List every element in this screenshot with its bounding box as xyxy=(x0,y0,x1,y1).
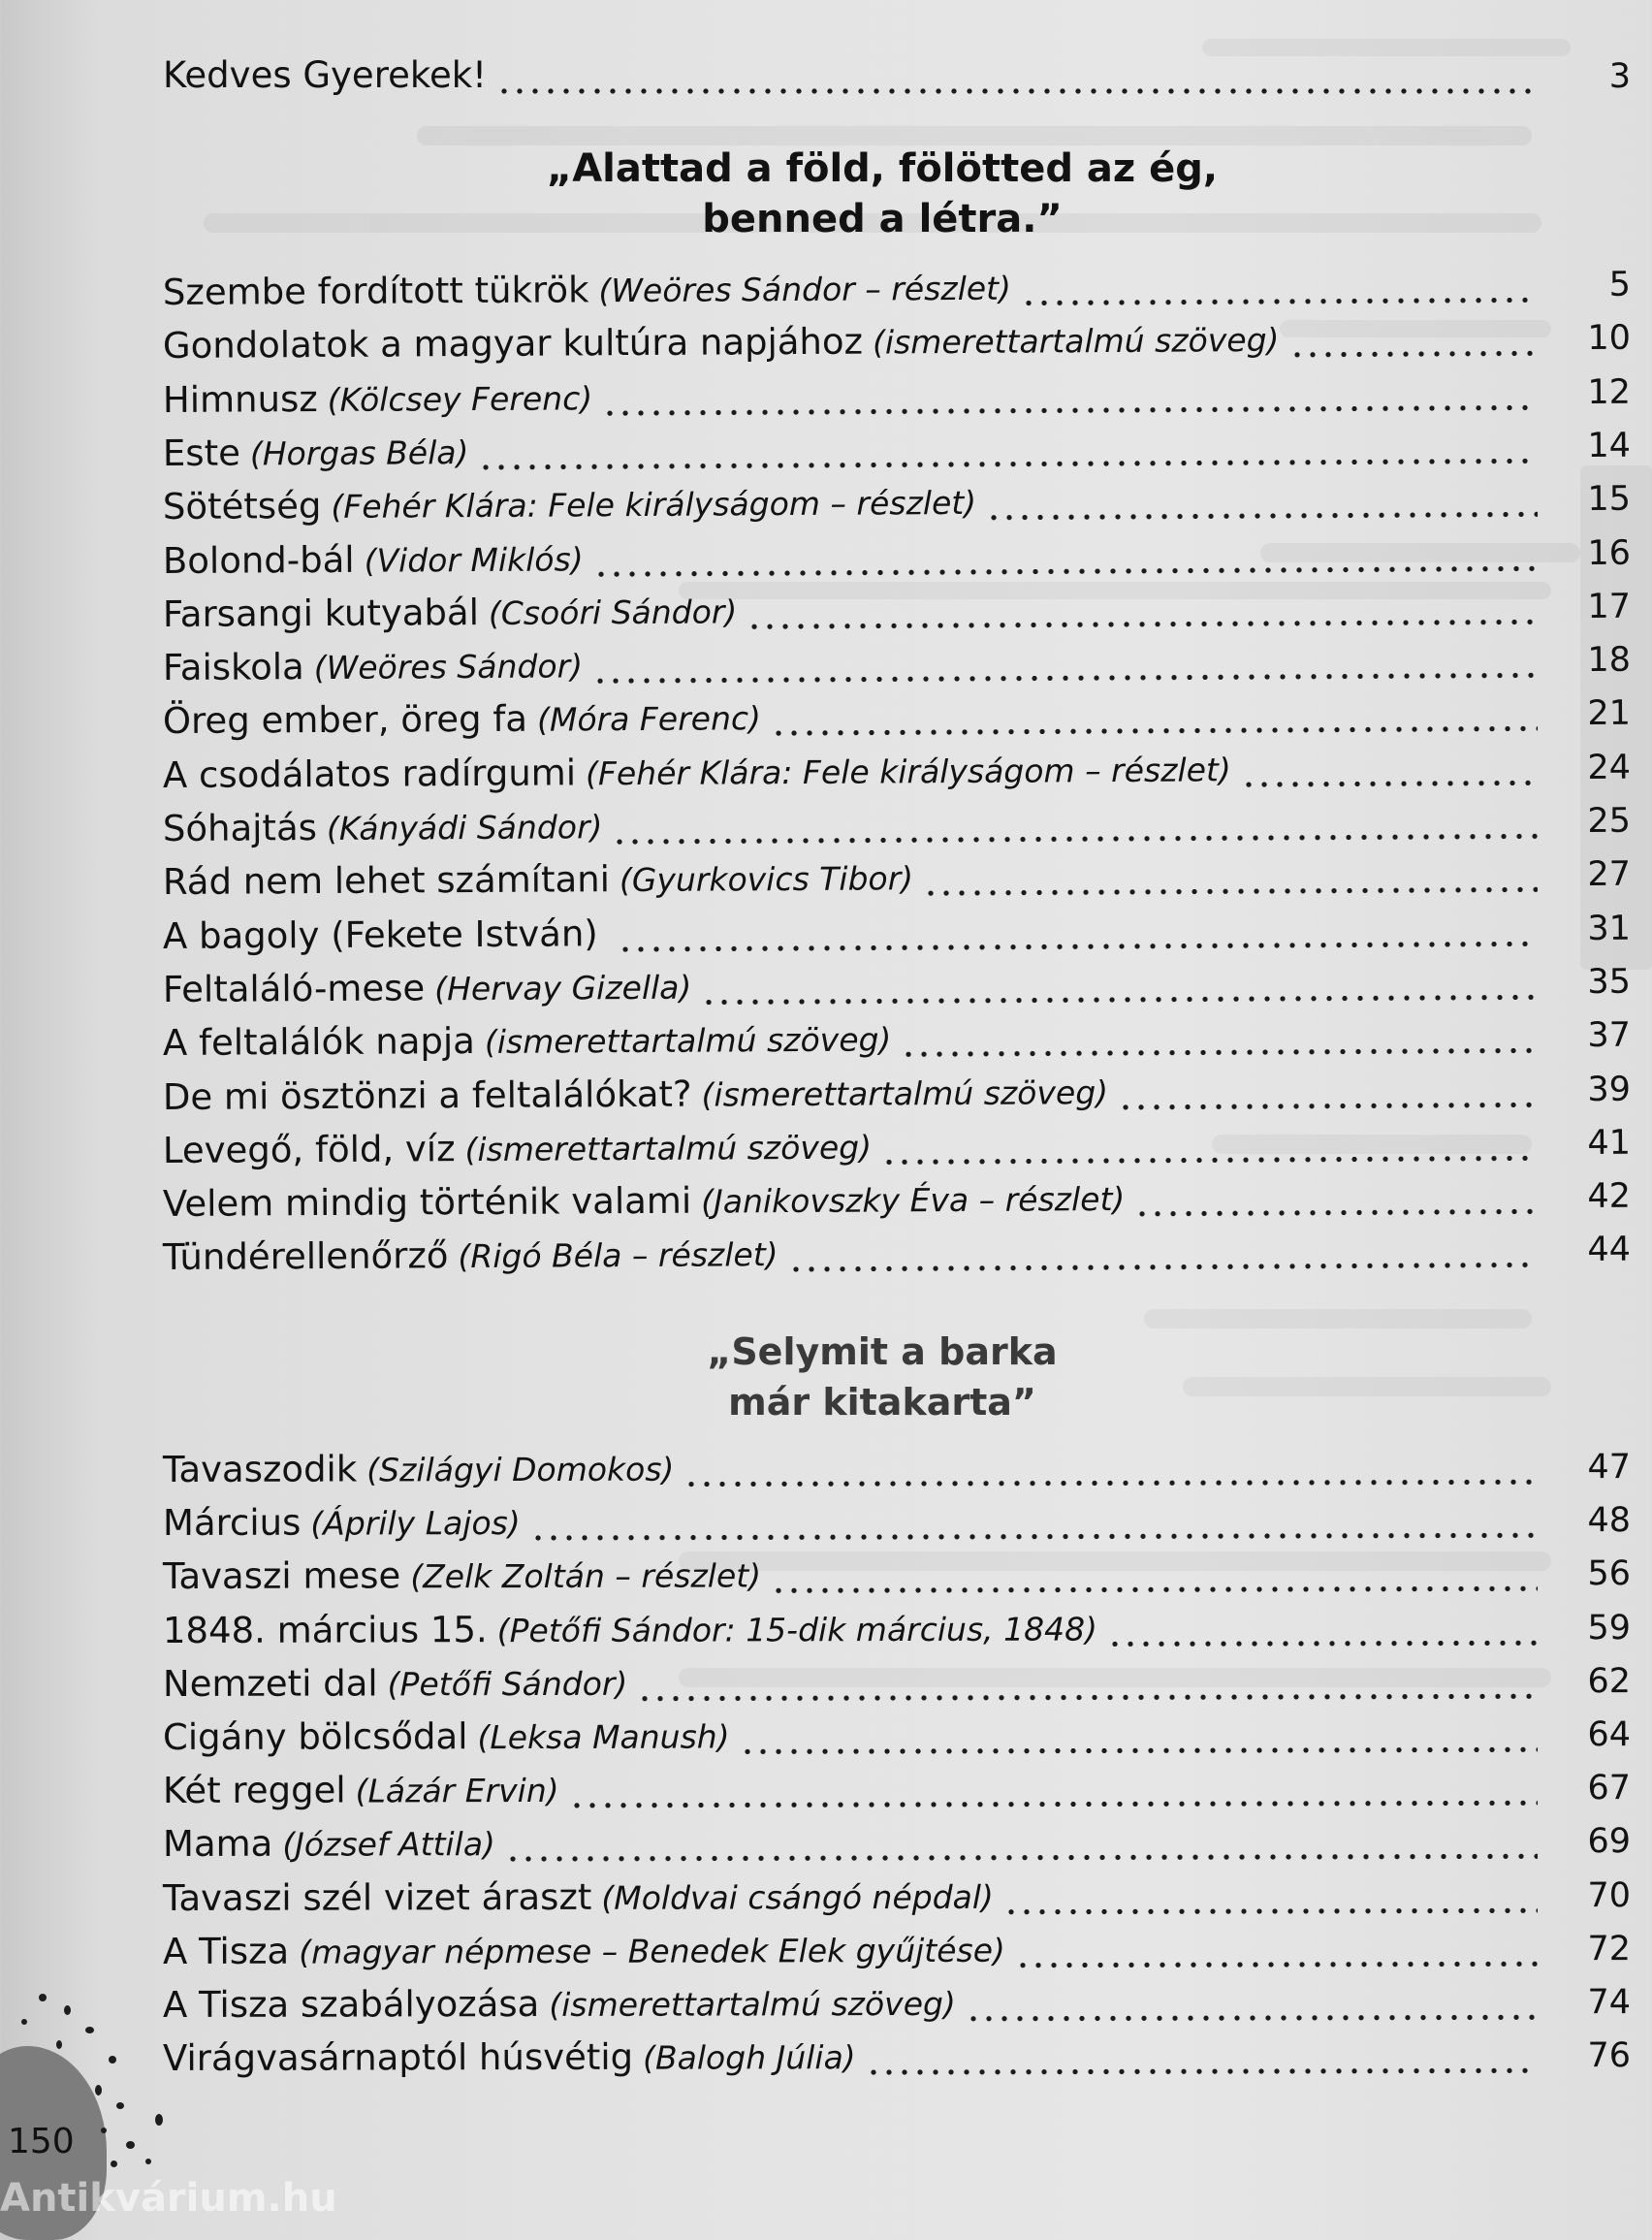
toc-entry-author: (Leksa Manush) xyxy=(477,1717,730,1757)
toc-entry-title: Mama xyxy=(162,1823,273,1866)
toc-entry-page: 48 xyxy=(1587,1501,1632,1541)
toc-entry-title: A bagoly (Fekete István) xyxy=(162,912,598,957)
toc-entry-page: 14 xyxy=(1587,426,1632,465)
leader-dots xyxy=(1021,297,1538,305)
toc-entry-author: (ismerettartalmú szöveg) xyxy=(484,1020,892,1062)
leader-dots xyxy=(530,1532,1538,1541)
toc-entry[interactable] xyxy=(163,1552,1631,1610)
toc-entry-author: (Weöres Sándor) xyxy=(313,647,584,688)
toc-entry[interactable] xyxy=(163,2033,1631,2092)
toc-entry-page: 21 xyxy=(1587,694,1632,734)
toc-entry-title: Tavaszodik xyxy=(162,1448,358,1490)
toc-entry-title: Kedves Gyerekek! xyxy=(163,54,487,96)
leader-dots xyxy=(496,88,1538,94)
toc-entry-author: (Kányádi Sándor) xyxy=(326,808,603,848)
section-heading-line: már kitakarta” xyxy=(728,1381,1036,1424)
toc-entry-author: (Szilágyi Domokos) xyxy=(366,1450,675,1489)
toc-entry-page: 76 xyxy=(1587,2036,1632,2076)
toc-entry-page: 64 xyxy=(1587,1715,1632,1755)
toc-entry-title: Este xyxy=(162,432,241,474)
leader-dots xyxy=(618,941,1538,952)
toc-entry-title: Nemzeti dal xyxy=(162,1662,378,1705)
toc-entry-title: De mi ösztönzi a feltalálókat? xyxy=(162,1072,692,1118)
toc-entry-title: A csodálatos radírgumi xyxy=(162,752,577,796)
leader-dots xyxy=(505,1854,1538,1863)
leader-dots xyxy=(788,1263,1538,1273)
leader-dots xyxy=(637,1693,1538,1701)
toc-entry[interactable] xyxy=(163,1819,1631,1877)
watermark: Antikvárium.hu xyxy=(0,2176,337,2221)
toc-entry-title: Feltaláló-mese xyxy=(162,967,426,1010)
toc-entry-author: (Áprily Lajos) xyxy=(310,1504,521,1543)
toc-entry-page: 15 xyxy=(1587,479,1632,520)
toc-entry-title: Tavaszi szél vizet áraszt xyxy=(162,1875,592,1919)
section-heading-line: „Alattad a föld, fölötted az ég, xyxy=(546,146,1219,191)
toc-entry-title: 1848. március 15. xyxy=(162,1608,488,1651)
toc-entry-author: (Fehér Klára: Fele királyságom – részlet) xyxy=(331,484,977,527)
toc-entry-page: 62 xyxy=(1587,1661,1632,1701)
toc-entry-title: Rád nem lehet számítani xyxy=(162,858,611,904)
toc-entry-author: (ismerettartalmú szöveg) xyxy=(872,321,1280,362)
toc-entry-author: (Vidor Miklós) xyxy=(364,539,584,580)
toc-entry-page: 59 xyxy=(1587,1608,1632,1648)
toc-entry[interactable] xyxy=(163,1228,1631,1291)
toc-entry-author: (Kölcsey Ferenc) xyxy=(327,378,593,419)
toc-entry[interactable] xyxy=(163,745,1631,808)
leader-dots xyxy=(923,887,1538,897)
leader-dots xyxy=(613,833,1539,845)
toc-entry[interactable] xyxy=(163,585,1631,648)
toc-entry-page: 56 xyxy=(1587,1554,1632,1594)
leader-dots xyxy=(901,1048,1538,1058)
toc-entry[interactable] xyxy=(163,1067,1631,1130)
toc-entry-title: Cigány bölcsődal xyxy=(162,1715,468,1758)
toc-entry[interactable] xyxy=(163,424,1631,487)
leader-dots xyxy=(602,404,1538,416)
toc-entry-page: 37 xyxy=(1587,1015,1632,1056)
toc-entry[interactable] xyxy=(163,691,1631,754)
toc-entry-author: (Fehér Klára: Fele királyságom – részlet) xyxy=(585,750,1231,793)
toc-entry-title: Sötétség xyxy=(162,485,322,528)
leader-dots xyxy=(1015,1961,1538,1968)
toc-entry[interactable] xyxy=(163,1873,1631,1932)
toc-entry[interactable] xyxy=(163,1606,1631,1664)
toc-entry-page: 41 xyxy=(1587,1123,1632,1163)
leader-dots xyxy=(683,1479,1538,1487)
toc-entry-author: (Gyurkovics Tibor) xyxy=(619,859,914,900)
leader-dots xyxy=(881,1155,1538,1165)
leader-dots xyxy=(592,672,1538,684)
leader-dots xyxy=(966,2014,1538,2022)
toc-entry-page: 70 xyxy=(1587,1875,1632,1915)
leader-dots xyxy=(1107,1640,1538,1647)
toc-entry-author: (Balogh Júlia) xyxy=(643,2038,856,2077)
toc-entry-title: Öreg ember, öreg fa xyxy=(162,698,528,743)
toc-entry-title: Március xyxy=(162,1501,302,1545)
toc-entry-page: 16 xyxy=(1587,533,1632,573)
leader-dots xyxy=(740,1746,1538,1754)
toc-entry-intro[interactable] xyxy=(163,54,1631,109)
leader-dots xyxy=(1134,1208,1538,1217)
toc-entry-title: Himnusz xyxy=(162,377,318,421)
toc-entry-page: 18 xyxy=(1587,640,1632,681)
toc-entry[interactable] xyxy=(163,1445,1631,1503)
toc-entry-title: Tavaszi mese xyxy=(162,1554,401,1598)
leader-dots xyxy=(986,512,1538,521)
toc-entry-page: 72 xyxy=(1587,1929,1632,1968)
toc-entry-author: (Csoóri Sándor) xyxy=(488,592,738,632)
toc-entry[interactable] xyxy=(163,1013,1631,1076)
toc-entry[interactable] xyxy=(163,369,1631,432)
toc-entry[interactable] xyxy=(163,1927,1631,1985)
toc-entry-author: (Lázár Ervin) xyxy=(355,1772,559,1810)
section-heading-line: „Selymit a barka xyxy=(707,1330,1058,1373)
toc-entry-author: (Weöres Sándor – részlet) xyxy=(598,269,1012,310)
toc-entry-page: 10 xyxy=(1587,319,1632,359)
toc-entry-page: 17 xyxy=(1587,587,1632,626)
toc-entry-author: (ismerettartalmú szöveg) xyxy=(701,1072,1109,1114)
leader-dots xyxy=(771,1586,1538,1594)
leader-dots xyxy=(593,565,1538,577)
leader-dots xyxy=(866,2067,1538,2075)
toc-entry-page: 47 xyxy=(1587,1448,1632,1488)
toc-entry-title: Gondolatok a magyar kultúra napjához xyxy=(162,320,864,368)
toc-entry-author: (József Attila) xyxy=(282,1825,495,1865)
leader-dots xyxy=(1241,780,1538,787)
toc-entry-title: A feltalálók napja xyxy=(162,1020,476,1065)
toc-entry-author: (Janikovszky Éva – részlet) xyxy=(701,1180,1126,1221)
toc-entry[interactable] xyxy=(163,960,1631,1023)
toc-entry-title: Farsangi kutyabál xyxy=(162,591,480,635)
toc-entry-page: 5 xyxy=(1608,265,1632,304)
toc-entry-page: 3 xyxy=(1608,57,1631,96)
toc-entry-author: (Móra Ferenc) xyxy=(536,699,762,740)
toc-entry-page: 39 xyxy=(1587,1070,1632,1109)
toc-entry-title: Faiskola xyxy=(162,646,304,689)
toc-entry-author: (Moldvai csángó népdal) xyxy=(601,1877,994,1917)
toc-entry[interactable] xyxy=(163,852,1631,915)
toc-entry-page: 27 xyxy=(1587,855,1632,895)
toc-entry-title: A Tisza xyxy=(162,1930,290,1972)
leader-dots xyxy=(1289,351,1539,359)
toc-entry-author: (Petőfi Sándor) xyxy=(387,1664,628,1704)
toc-entry[interactable] xyxy=(163,530,1631,593)
section-heading-1 xyxy=(0,144,1652,244)
toc-entry[interactable] xyxy=(163,1766,1631,1824)
toc-entry-title: Két reggel xyxy=(162,1769,346,1812)
leader-dots xyxy=(1003,1907,1538,1914)
toc-entry-page: 74 xyxy=(1587,1983,1632,2023)
toc-entry-author: (ismerettartalmú szöveg) xyxy=(464,1128,873,1168)
toc-entry-author: (Rigó Béla – részlet) xyxy=(458,1235,778,1276)
toc-entry-page: 35 xyxy=(1587,962,1632,1002)
page-number: 150 xyxy=(8,2122,75,2161)
toc-entry-page: 31 xyxy=(1587,909,1632,948)
toc-entry-page: 25 xyxy=(1587,801,1632,842)
toc-entry-title: Virágvasárnaptól húsvétig xyxy=(162,2035,634,2080)
toc-entry-author: (Horgas Béla) xyxy=(249,432,469,473)
toc-entry-title: Tündérellenőrző xyxy=(162,1234,449,1279)
toc-entry-page: 44 xyxy=(1587,1231,1632,1270)
toc-entry[interactable] xyxy=(163,1659,1631,1717)
section-heading-line: benned a létra.” xyxy=(702,197,1063,241)
toc-entry-page: 42 xyxy=(1587,1176,1632,1217)
section-heading-2 xyxy=(0,1327,1652,1427)
leader-dots xyxy=(478,458,1538,470)
toc-entry-author: (magyar népmese – Benedek Elek gyűjtése) xyxy=(299,1931,1005,1971)
toc-entry-author: (Hervay Gizella) xyxy=(434,968,692,1008)
leader-dots xyxy=(569,1800,1538,1808)
toc-entry-author: (ismerettartalmú szöveg) xyxy=(549,1984,956,2024)
toc-entry-title: Bolond-bál xyxy=(162,538,355,582)
toc-entry-author: (Petőfi Sándor: 15-dik március, 1848) xyxy=(496,1610,1098,1649)
toc-entry-page: 67 xyxy=(1587,1769,1632,1808)
toc-entry-title: Levegő, föld, víz xyxy=(162,1127,456,1171)
toc-entry[interactable] xyxy=(163,1498,1631,1556)
toc-entry-title: Velem mindig történik valami xyxy=(162,1179,692,1226)
toc-entry-page: 12 xyxy=(1587,372,1632,412)
toc-entry[interactable] xyxy=(163,1712,1631,1771)
toc-entry[interactable] xyxy=(163,316,1631,379)
toc-entry-title: A Tisza szabályozása xyxy=(162,1982,540,2026)
toc-entry-title: Szembe fordított tükrök xyxy=(162,269,589,313)
toc-entry[interactable] xyxy=(163,477,1631,540)
toc-entry-page: 24 xyxy=(1587,748,1632,787)
toc-entry[interactable] xyxy=(163,1980,1631,2038)
leader-dots xyxy=(1118,1102,1538,1110)
toc-entry[interactable] xyxy=(163,906,1631,969)
leader-dots xyxy=(747,619,1538,629)
leader-dots xyxy=(701,994,1538,1005)
toc-entry-author: (Zelk Zoltán – részlet) xyxy=(410,1556,762,1596)
toc-entry-page: 69 xyxy=(1587,1822,1632,1862)
leader-dots xyxy=(771,726,1538,737)
toc-entry[interactable] xyxy=(163,1121,1631,1184)
toc-entry-title: Sóhajtás xyxy=(162,807,318,849)
